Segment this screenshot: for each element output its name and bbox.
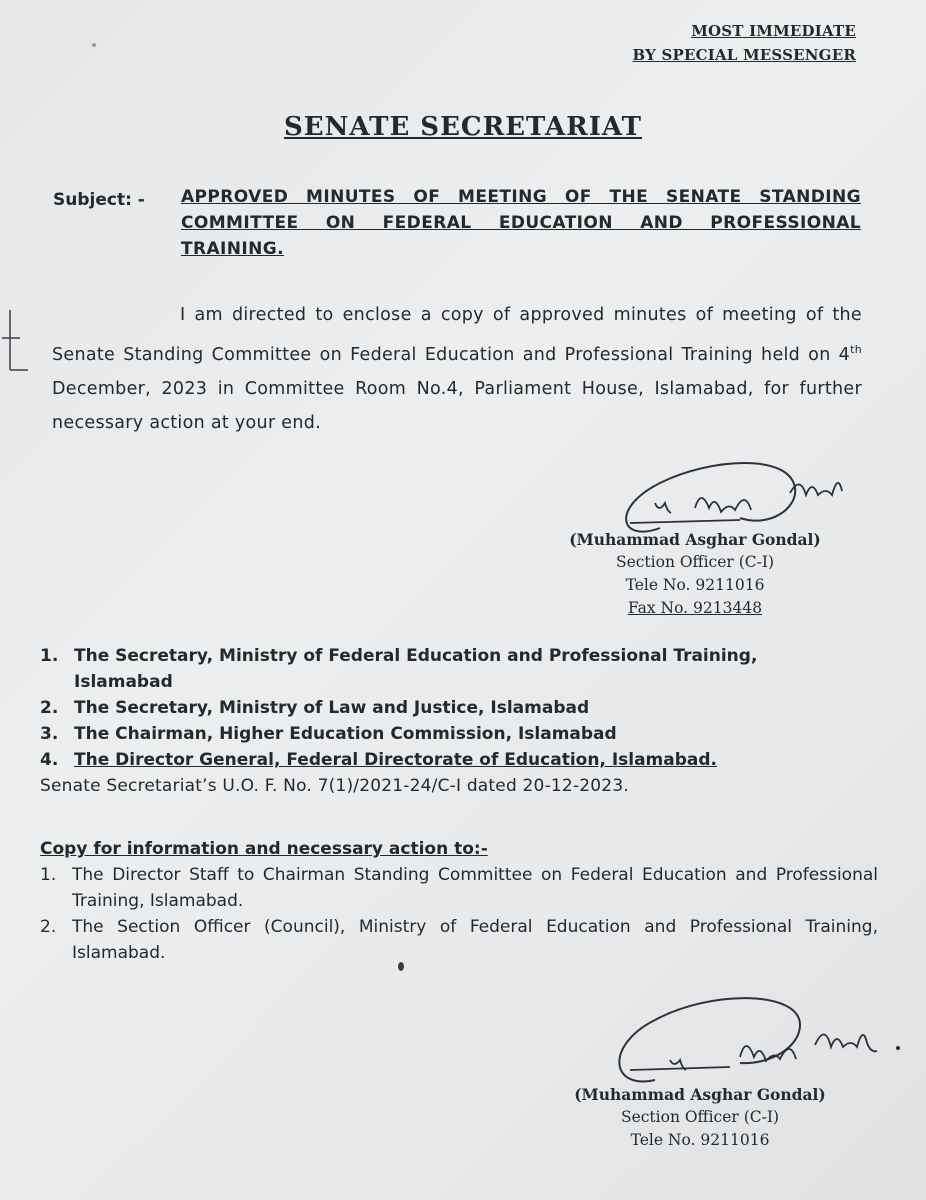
ink-spot <box>398 962 404 971</box>
subject-text: APPROVED MINUTES OF MEETING OF THE SENATE STANDING COMMITTEE ON FEDERAL EDUCATION AND PROFESSIONAL TRAINING. <box>181 187 861 259</box>
signature-block-2 <box>560 1083 840 1152</box>
body-text-part1: I am directed to enclose a copy of approved minutes of meeting of the Senate Standing Committee on Federal Education and Professional Training held on 4 <box>52 305 862 365</box>
body-superscript: th <box>850 342 862 356</box>
priority-special-messenger: BY SPECIAL MESSENGER <box>632 46 856 64</box>
signatory-tele: Tele No. 9211016 <box>630 1131 770 1149</box>
signatory-fax: Fax No. 9213448 <box>627 599 763 617</box>
body-text-part2: December, 2023 in Committee Room No.4, Parliament House, Islamabad, for further necessary action at your end. <box>52 378 862 434</box>
copy-section-title: Copy for information and necessary action to:- <box>40 839 488 859</box>
list-number: 2. <box>40 698 59 718</box>
priority-most-immediate: MOST IMMEDIATE <box>691 22 856 40</box>
page-title: SENATE SECRETARIAT <box>283 112 642 142</box>
list-number: 3. <box>40 724 59 744</box>
list-text: The Secretary, Ministry of Law and Justice, Islamabad <box>74 698 590 718</box>
list-number: 4. <box>40 750 59 770</box>
body-paragraph <box>52 298 862 441</box>
distribution-list <box>40 643 870 799</box>
list-text: The Secretary, Ministry of Federal Education and Professional Training, <box>74 646 758 666</box>
distribution-item <box>40 695 870 721</box>
copy-item <box>40 914 878 966</box>
signatory-designation: Section Officer (C-I) <box>620 1108 780 1126</box>
list-text: The Chairman, Higher Education Commission, Islamabad <box>74 724 617 744</box>
list-text: The Director General, Federal Directorate of Education, Islamabad. <box>74 750 718 770</box>
reference-line: Senate Secretariat’s U.O. F. No. 7(1)/2021-24/C-I dated 20-12-2023. <box>40 776 629 796</box>
signatory-name: (Muhammad Asghar Gondal) <box>574 1085 826 1104</box>
margin-mark <box>0 300 30 380</box>
list-number: 1. <box>40 865 57 885</box>
list-number: 2. <box>40 917 57 937</box>
distribution-item <box>40 721 870 747</box>
copy-item <box>40 862 878 914</box>
list-number: 1. <box>40 646 59 666</box>
signature-block-1 <box>560 528 830 620</box>
list-text: The Section Officer (Council), Ministry of Federal Education and Professional Training, Islamabad. <box>72 917 878 963</box>
subject-label: Subject: - <box>53 190 145 210</box>
list-text: The Director Staff to Chairman Standing Committee on Federal Education and Professional Training, Islamabad. <box>72 865 878 911</box>
signatory-name: (Muhammad Asghar Gondal) <box>569 530 821 549</box>
signatory-tele: Tele No. 9211016 <box>625 576 765 594</box>
distribution-item-continuation: Islamabad <box>74 672 173 692</box>
distribution-item <box>40 747 870 773</box>
signatory-designation: Section Officer (C-I) <box>615 553 775 571</box>
ink-spot <box>92 43 96 47</box>
distribution-item <box>40 643 870 669</box>
copy-section <box>40 836 878 966</box>
